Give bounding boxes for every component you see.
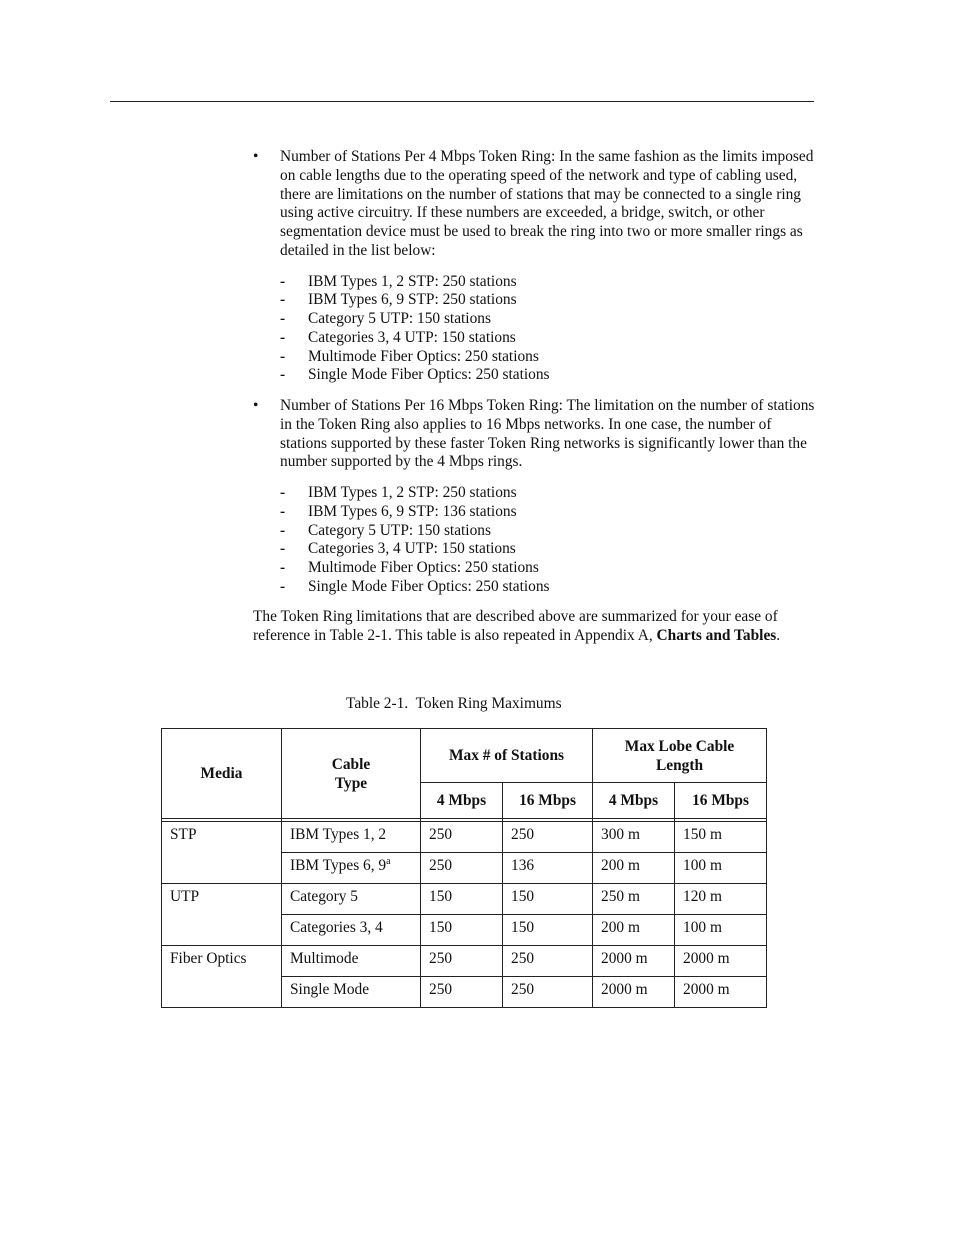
- cable-cell: IBM Types 1, 2: [282, 822, 421, 853]
- list-item: - Multimode Fiber Optics: 250 stations: [280, 559, 539, 576]
- header-media: Media: [162, 729, 282, 819]
- stations-16mbps-cell: 136: [503, 853, 593, 884]
- table-caption: Table 2-1. Token Ring Maximums: [346, 695, 562, 712]
- bullet-16mbps: [253, 397, 815, 472]
- dash-icon: -: [280, 484, 286, 502]
- list-item: - Categories 3, 4 UTP: 150 stations: [280, 540, 516, 558]
- stations-4mbps-cell: 250: [421, 977, 503, 1008]
- stations-4mbps-cell: 150: [421, 915, 503, 946]
- cable-cell: Category 5: [282, 884, 421, 915]
- lobe-16mbps-cell: 150 m: [675, 822, 767, 853]
- list-item: - Categories 3, 4 UTP: 150 stations: [280, 328, 516, 346]
- header-lobe-16mbps: 16 Mbps: [675, 783, 767, 819]
- bullet-16mbps-text: Number of Stations Per 16 Mbps Token Ring: The limitation on the number of stations in the Token Ring also applies to 16 Mbps networks. In one case, the number of stations supported by these faster Token Ring networks is significantly lower than the number supported by the 4 Mbps rings.: [280, 397, 815, 471]
- list-item: - IBM Types 6, 9 STP: 136 stations: [280, 502, 517, 520]
- list-item: - Category 5 UTP: 150 stations: [280, 310, 491, 328]
- header-stations-16mbps: 16 Mbps: [503, 783, 593, 819]
- bullet-icon: •: [253, 397, 259, 414]
- dash-icon: -: [280, 540, 286, 558]
- media-cell: STP: [162, 822, 282, 884]
- table-row: [162, 822, 767, 853]
- header-max-stations: Max # of Stations: [421, 729, 593, 783]
- list-item: - Multimode Fiber Optics: 250 stations: [280, 347, 539, 365]
- lobe-4mbps-cell: 300 m: [593, 822, 675, 853]
- body-text: [253, 148, 815, 646]
- list-item: - Category 5 UTP: 150 stations: [280, 521, 491, 539]
- bullet-icon: •: [253, 148, 259, 165]
- token-ring-maximums-table: [161, 728, 767, 1008]
- bullet-4mbps: [253, 148, 815, 261]
- table-row: [162, 884, 767, 915]
- lobe-16mbps-cell: 100 m: [675, 915, 767, 946]
- dash-icon: -: [280, 502, 286, 520]
- dash-icon: -: [280, 272, 286, 290]
- table-header-row: [162, 729, 767, 783]
- stations-16mbps-cell: 150: [503, 884, 593, 915]
- appendix-reference: Charts and Tables: [656, 627, 777, 645]
- dash-icon: -: [280, 577, 286, 595]
- summary-paragraph: The Token Ring limitations that are described above are summarized for your ease of reference in Table 2-1. This table is also repeated in Appendix A, Charts and Tables.: [253, 608, 781, 645]
- bullet-4mbps-text: Number of Stations Per 4 Mbps Token Ring: In the same fashion as the limits imposed on cable lengths due to the operating speed of the network and type of cabling used, there are limitations on the number of stations that may be connected to a single ring using active circuitry. If these numbers are exceeded, a bridge, switch, or other segmentation device must be used to break the ring into two or more smaller rings as detailed in the list below:: [280, 148, 814, 259]
- lobe-16mbps-cell: 2000 m: [675, 977, 767, 1008]
- dash-icon: -: [280, 291, 286, 309]
- cable-cell: Single Mode: [282, 977, 421, 1008]
- stations-16mbps-cell: 250: [503, 946, 593, 977]
- table-row: [162, 946, 767, 977]
- header-stations-4mbps: 4 Mbps: [421, 783, 503, 819]
- list-4mbps: [253, 273, 815, 385]
- list-item: - IBM Types 1, 2 STP: 250 stations: [280, 272, 517, 290]
- stations-16mbps-cell: 250: [503, 977, 593, 1008]
- cable-cell: Multimode: [282, 946, 421, 977]
- stations-4mbps-cell: 250: [421, 853, 503, 884]
- lobe-16mbps-cell: 100 m: [675, 853, 767, 884]
- dash-icon: -: [280, 310, 286, 328]
- dash-icon: -: [280, 347, 286, 365]
- lobe-16mbps-cell: 120 m: [675, 884, 767, 915]
- list-item: - IBM Types 1, 2 STP: 250 stations: [280, 484, 517, 502]
- stations-4mbps-cell: 250: [421, 822, 503, 853]
- cable-cell: IBM Types 6, 9$^a$: [282, 853, 421, 884]
- lobe-4mbps-cell: 2000 m: [593, 946, 675, 977]
- dash-icon: -: [280, 366, 286, 384]
- media-cell: UTP: [162, 884, 282, 946]
- media-cell: Fiber Optics: [162, 946, 282, 1008]
- footnote-marker: a: [386, 855, 391, 867]
- stations-4mbps-cell: 250: [421, 946, 503, 977]
- header-lobe-4mbps: 4 Mbps: [593, 783, 675, 819]
- stations-4mbps-cell: 150: [421, 884, 503, 915]
- lobe-4mbps-cell: 200 m: [593, 915, 675, 946]
- header-cable-type: Cable Type: [282, 729, 421, 819]
- list-16mbps: [253, 484, 815, 596]
- dash-icon: -: [280, 328, 286, 346]
- cable-cell: Categories 3, 4: [282, 915, 421, 946]
- dash-icon: -: [280, 521, 286, 539]
- lobe-4mbps-cell: 200 m: [593, 853, 675, 884]
- lobe-4mbps-cell: 250 m: [593, 884, 675, 915]
- stations-16mbps-cell: 150: [503, 915, 593, 946]
- stations-16mbps-cell: 250: [503, 822, 593, 853]
- header-max-lobe-length: Max Lobe Cable Length: [593, 729, 767, 783]
- list-item: - Single Mode Fiber Optics: 250 stations: [280, 366, 550, 384]
- header-rule: [110, 101, 814, 102]
- list-item: - IBM Types 6, 9 STP: 250 stations: [280, 291, 517, 309]
- lobe-4mbps-cell: 2000 m: [593, 977, 675, 1008]
- dash-icon: -: [280, 559, 286, 576]
- list-item: - Single Mode Fiber Optics: 250 stations: [280, 577, 550, 595]
- lobe-16mbps-cell: 2000 m: [675, 946, 767, 977]
